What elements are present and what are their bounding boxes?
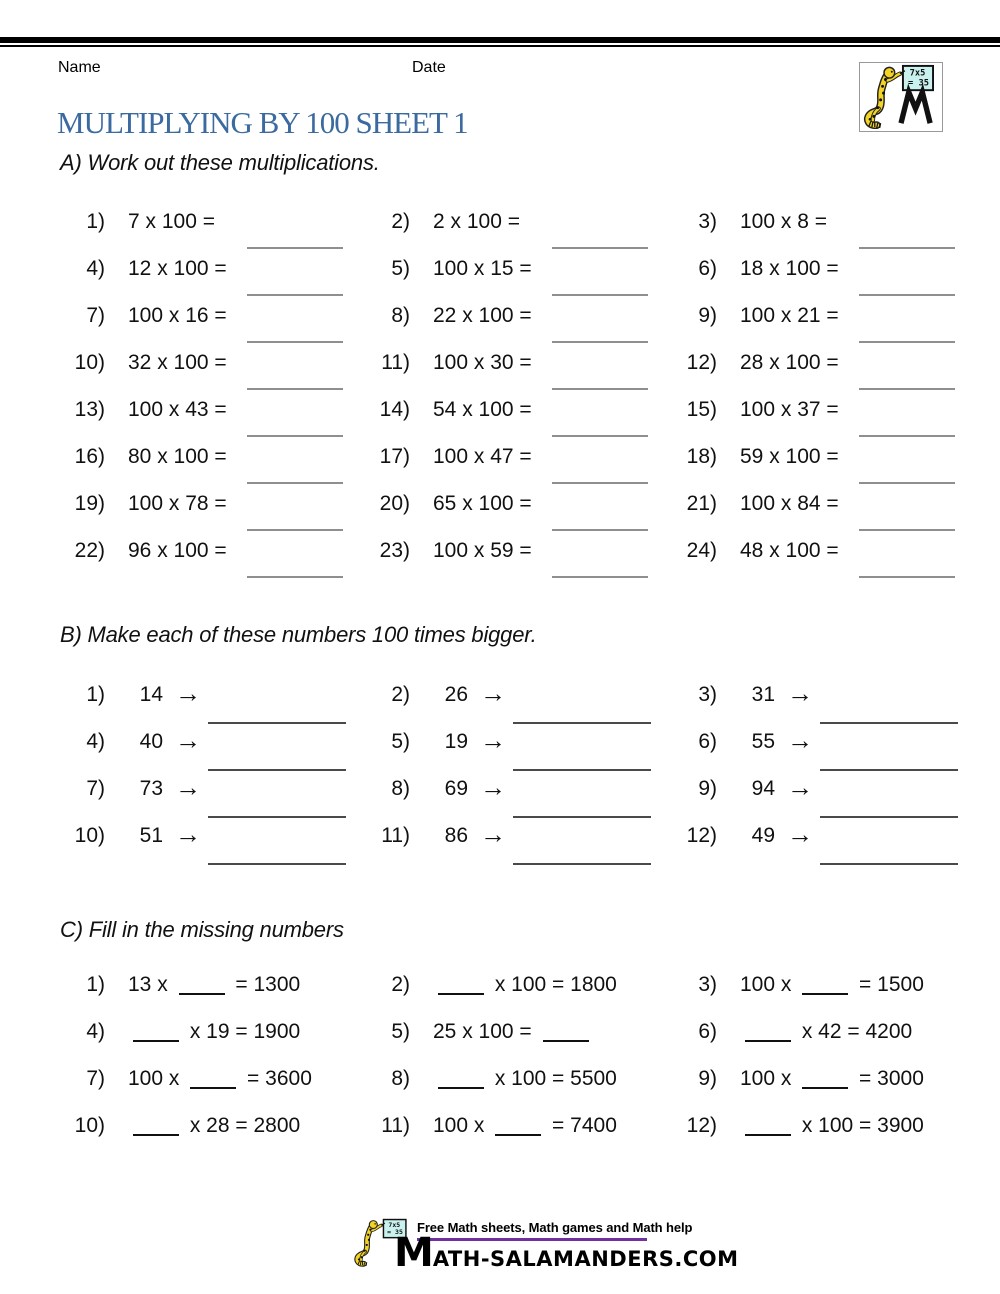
problem-row-c — [365, 1114, 672, 1161]
problem-row-c — [365, 973, 672, 1020]
problem-number: 3) — [698, 683, 717, 706]
problem-number: 1) — [86, 683, 105, 706]
missing-number-blank[interactable] — [190, 1087, 236, 1089]
problem-number: 7) — [86, 777, 105, 800]
problem-number: 10) — [74, 824, 105, 847]
problem-equation: x 100 = 1800 — [433, 973, 617, 997]
salamander-logo-icon — [861, 63, 941, 129]
problem-row-a — [60, 492, 365, 539]
problem-equation: 100 x 30 = — [433, 351, 532, 374]
problem-number: 10) — [74, 1114, 105, 1137]
problem-number: 17) — [379, 445, 410, 468]
answer-line[interactable] — [859, 247, 955, 249]
problem-row-a — [365, 398, 672, 445]
problem-number: 19) — [74, 492, 105, 515]
answer-line[interactable] — [208, 816, 346, 818]
problem-equation: 59 x 100 = — [740, 445, 839, 468]
problem-equation: 54 x 100 = — [433, 398, 532, 421]
problem-equation: x 100 = 3900 — [740, 1114, 924, 1138]
problem-number: 8) — [391, 1067, 410, 1090]
answer-line[interactable] — [820, 722, 958, 724]
problem-row-b — [672, 819, 1000, 871]
problem-equation: 100 x 37 = — [740, 398, 839, 421]
problem-number: 9) — [698, 304, 717, 327]
problem-number: 12) — [686, 824, 717, 847]
problem-equation: 65 x 100 = — [433, 492, 532, 515]
problem-row-b — [365, 819, 672, 871]
problem-row-b — [672, 772, 1000, 824]
problem-number: 4) — [86, 257, 105, 280]
problem-number: 1) — [86, 210, 105, 233]
answer-line[interactable] — [513, 769, 651, 771]
problem-row-c — [672, 1114, 1000, 1161]
answer-line[interactable] — [208, 863, 346, 865]
problem-number: 8) — [391, 777, 410, 800]
problem-number: 11) — [381, 1114, 410, 1137]
problem-row-a — [60, 304, 365, 351]
problem-equation: 100 x = 7400 — [433, 1114, 617, 1137]
problem-row-b — [60, 678, 365, 730]
page-title: MULTIPLYING BY 100 SHEET 1 — [57, 105, 468, 140]
problem-number: 1) — [86, 973, 105, 996]
missing-number-blank[interactable] — [543, 1040, 589, 1042]
answer-line[interactable] — [247, 388, 343, 390]
problem-row-a — [60, 539, 365, 586]
answer-line[interactable] — [552, 247, 648, 249]
problem-value: 31 — [751, 683, 775, 706]
section-a-problems — [60, 210, 1000, 586]
answer-line[interactable] — [859, 529, 955, 531]
problem-value: 14 — [139, 683, 163, 706]
arrow-right-icon: → — [175, 725, 201, 755]
problem-number: 9) — [698, 1067, 717, 1090]
problem-number: 5) — [391, 730, 410, 753]
answer-line[interactable] — [513, 816, 651, 818]
section-a-heading: A) Work out these multiplications. — [60, 150, 380, 175]
missing-number-blank[interactable] — [133, 1134, 179, 1136]
problem-number: 13) — [74, 398, 105, 421]
problem-row-c — [60, 1067, 365, 1114]
date-field-label: Date — [412, 59, 446, 76]
footer-brand: MATH-SALAMANDERS.COM — [394, 1230, 739, 1276]
answer-line[interactable] — [859, 294, 955, 296]
problem-number: 3) — [698, 973, 717, 996]
problem-equation: x 42 = 4200 — [740, 1020, 912, 1044]
missing-number-blank[interactable] — [745, 1134, 791, 1136]
problem-equation: x 28 = 2800 — [128, 1114, 300, 1138]
problem-equation: 48 x 100 = — [740, 539, 839, 562]
arrow-right-icon: → — [480, 678, 506, 708]
answer-line[interactable] — [820, 816, 958, 818]
missing-number-blank[interactable] — [133, 1040, 179, 1042]
missing-number-blank[interactable] — [179, 993, 225, 995]
problem-number: 7) — [86, 304, 105, 327]
problem-equation: 100 x 47 = — [433, 445, 532, 468]
problem-equation: 18 x 100 = — [740, 257, 839, 280]
answer-line[interactable] — [247, 435, 343, 437]
answer-line[interactable] — [859, 482, 955, 484]
section-b-problems — [60, 678, 1000, 871]
problem-equation: 100 x 15 = — [433, 257, 532, 280]
problem-row-a — [60, 351, 365, 398]
answer-line[interactable] — [552, 388, 648, 390]
problem-row-a — [60, 257, 365, 304]
problem-number: 3) — [698, 210, 717, 233]
problem-equation: 13 x = 1300 — [128, 973, 301, 996]
arrow-right-icon: → — [787, 819, 813, 849]
problem-row-a — [365, 539, 672, 586]
problem-equation: 100 x = 3600 — [128, 1067, 312, 1090]
problem-row-a — [365, 210, 672, 257]
problem-value: 51 — [139, 824, 163, 847]
answer-line[interactable] — [552, 482, 648, 484]
problem-row-c — [60, 973, 365, 1020]
answer-line[interactable] — [247, 576, 343, 578]
missing-number-blank[interactable] — [802, 993, 848, 995]
problem-number: 6) — [698, 730, 717, 753]
problem-value: 86 — [444, 824, 468, 847]
problem-row-b — [672, 725, 1000, 777]
problem-row-a — [672, 398, 1000, 445]
arrow-right-icon: → — [787, 772, 813, 802]
problem-row-c — [365, 1020, 672, 1067]
top-rule — [0, 37, 1000, 47]
problem-row-c — [60, 1114, 365, 1161]
problem-equation: 100 x 16 = — [128, 304, 227, 327]
answer-line[interactable] — [247, 247, 343, 249]
problem-row-a — [60, 210, 365, 257]
problem-row-a — [672, 257, 1000, 304]
missing-number-blank[interactable] — [802, 1087, 848, 1089]
problem-row-c — [60, 1020, 365, 1067]
problem-row-a — [365, 304, 672, 351]
answer-line[interactable] — [247, 341, 343, 343]
problem-row-a — [60, 445, 365, 492]
arrow-right-icon: → — [175, 678, 201, 708]
problem-row-a — [60, 398, 365, 445]
problem-row-a — [365, 351, 672, 398]
problem-row-b — [60, 819, 365, 871]
problem-number: 7) — [86, 1067, 105, 1090]
problem-number: 5) — [391, 257, 410, 280]
problem-number: 16) — [74, 445, 105, 468]
problem-equation: 32 x 100 = — [128, 351, 227, 374]
problem-equation: 100 x = 3000 — [740, 1067, 924, 1090]
problem-equation: 22 x 100 = — [433, 304, 532, 327]
problem-number: 15) — [686, 398, 717, 421]
section-b-heading: B) Make each of these numbers 100 times bigger. — [60, 622, 537, 647]
problem-value: 19 — [444, 730, 468, 753]
answer-line[interactable] — [552, 529, 648, 531]
missing-number-blank[interactable] — [495, 1134, 541, 1136]
answer-line[interactable] — [552, 435, 648, 437]
answer-line[interactable] — [208, 769, 346, 771]
site-logo — [859, 62, 943, 132]
answer-line[interactable] — [859, 341, 955, 343]
problem-value: 26 — [444, 683, 468, 706]
problem-equation: 100 x 8 = — [740, 210, 827, 233]
answer-line[interactable] — [208, 722, 346, 724]
problem-equation: 2 x 100 = — [433, 210, 520, 233]
m-logo-icon — [901, 92, 930, 123]
answer-line[interactable] — [513, 722, 651, 724]
problem-number: 4) — [86, 1020, 105, 1043]
problem-number: 23) — [379, 539, 410, 562]
problem-equation: 12 x 100 = — [128, 257, 227, 280]
problem-row-a — [672, 351, 1000, 398]
problem-row-a — [672, 492, 1000, 539]
answer-line[interactable] — [247, 294, 343, 296]
problem-row-c — [672, 973, 1000, 1020]
problem-equation: 100 x = 1500 — [740, 973, 924, 996]
problem-equation: 100 x 59 = — [433, 539, 532, 562]
problem-value: 49 — [751, 824, 775, 847]
answer-line[interactable] — [552, 294, 648, 296]
problem-equation: 100 x 43 = — [128, 398, 227, 421]
problem-row-c — [672, 1020, 1000, 1067]
problem-number: 14) — [379, 398, 410, 421]
problem-value: 73 — [139, 777, 163, 800]
problem-value: 40 — [139, 730, 163, 753]
problem-equation: x 100 = 5500 — [433, 1067, 617, 1091]
answer-line[interactable] — [820, 863, 958, 865]
problem-number: 9) — [698, 777, 717, 800]
site-footer — [353, 1211, 739, 1291]
problem-row-a — [672, 539, 1000, 586]
problem-equation: x 19 = 1900 — [128, 1020, 300, 1044]
answer-line[interactable] — [859, 576, 955, 578]
problem-row-a — [365, 445, 672, 492]
problem-row-a — [672, 304, 1000, 351]
problem-row-b — [60, 772, 365, 824]
problem-number: 22) — [74, 539, 105, 562]
arrow-right-icon: → — [175, 819, 201, 849]
answer-line[interactable] — [247, 482, 343, 484]
problem-equation: 80 x 100 = — [128, 445, 227, 468]
problem-number: 8) — [391, 304, 410, 327]
problem-equation: 7 x 100 = — [128, 210, 215, 233]
problem-row-a — [365, 492, 672, 539]
section-c-problems — [60, 973, 1000, 1161]
problem-number: 11) — [381, 351, 410, 374]
arrow-right-icon: → — [480, 725, 506, 755]
problem-number: 2) — [391, 683, 410, 706]
problem-row-b — [365, 772, 672, 824]
arrow-right-icon: → — [480, 772, 506, 802]
answer-line[interactable] — [247, 529, 343, 531]
problem-equation: 96 x 100 = — [128, 539, 227, 562]
arrow-right-icon: → — [787, 678, 813, 708]
problem-number: 6) — [698, 257, 717, 280]
section-c-heading: C) Fill in the missing numbers — [60, 917, 344, 942]
problem-row-b — [60, 725, 365, 777]
problem-equation: 100 x 84 = — [740, 492, 839, 515]
problem-number: 12) — [686, 351, 717, 374]
problem-equation: 25 x 100 = — [433, 1020, 594, 1044]
missing-number-blank[interactable] — [438, 1087, 484, 1089]
answer-line[interactable] — [552, 341, 648, 343]
problem-equation: 100 x 21 = — [740, 304, 839, 327]
missing-number-blank[interactable] — [745, 1040, 791, 1042]
problem-number: 21) — [686, 492, 717, 515]
problem-equation: 28 x 100 = — [740, 351, 839, 374]
footer-tagline: Free Math sheets, Math games and Math help — [417, 1220, 693, 1235]
answer-line[interactable] — [859, 435, 955, 437]
problem-number: 2) — [391, 210, 410, 233]
problem-equation: 100 x 78 = — [128, 492, 227, 515]
missing-number-blank[interactable] — [438, 993, 484, 995]
problem-number: 5) — [391, 1020, 410, 1043]
problem-row-c — [365, 1067, 672, 1114]
problem-row-b — [672, 678, 1000, 730]
answer-line[interactable] — [552, 576, 648, 578]
problem-number: 10) — [74, 351, 105, 374]
problem-row-a — [672, 210, 1000, 257]
arrow-right-icon: → — [480, 819, 506, 849]
problem-number: 11) — [381, 824, 410, 847]
problem-number: 4) — [86, 730, 105, 753]
problem-number: 6) — [698, 1020, 717, 1043]
problem-row-c — [672, 1067, 1000, 1114]
problem-number: 18) — [686, 445, 717, 468]
answer-line[interactable] — [820, 769, 958, 771]
arrow-right-icon: → — [175, 772, 201, 802]
problem-value: 94 — [751, 777, 775, 800]
name-field-label: Name — [58, 59, 101, 76]
problem-number: 20) — [379, 492, 410, 515]
problem-number: 2) — [391, 973, 410, 996]
answer-line[interactable] — [859, 388, 955, 390]
problem-row-a — [365, 257, 672, 304]
arrow-right-icon: → — [787, 725, 813, 755]
problem-row-a — [672, 445, 1000, 492]
problem-number: 24) — [686, 539, 717, 562]
problem-row-b — [365, 725, 672, 777]
problem-value: 55 — [751, 730, 775, 753]
problem-value: 69 — [444, 777, 468, 800]
problem-row-b — [365, 678, 672, 730]
answer-line[interactable] — [513, 863, 651, 865]
problem-number: 12) — [686, 1114, 717, 1137]
